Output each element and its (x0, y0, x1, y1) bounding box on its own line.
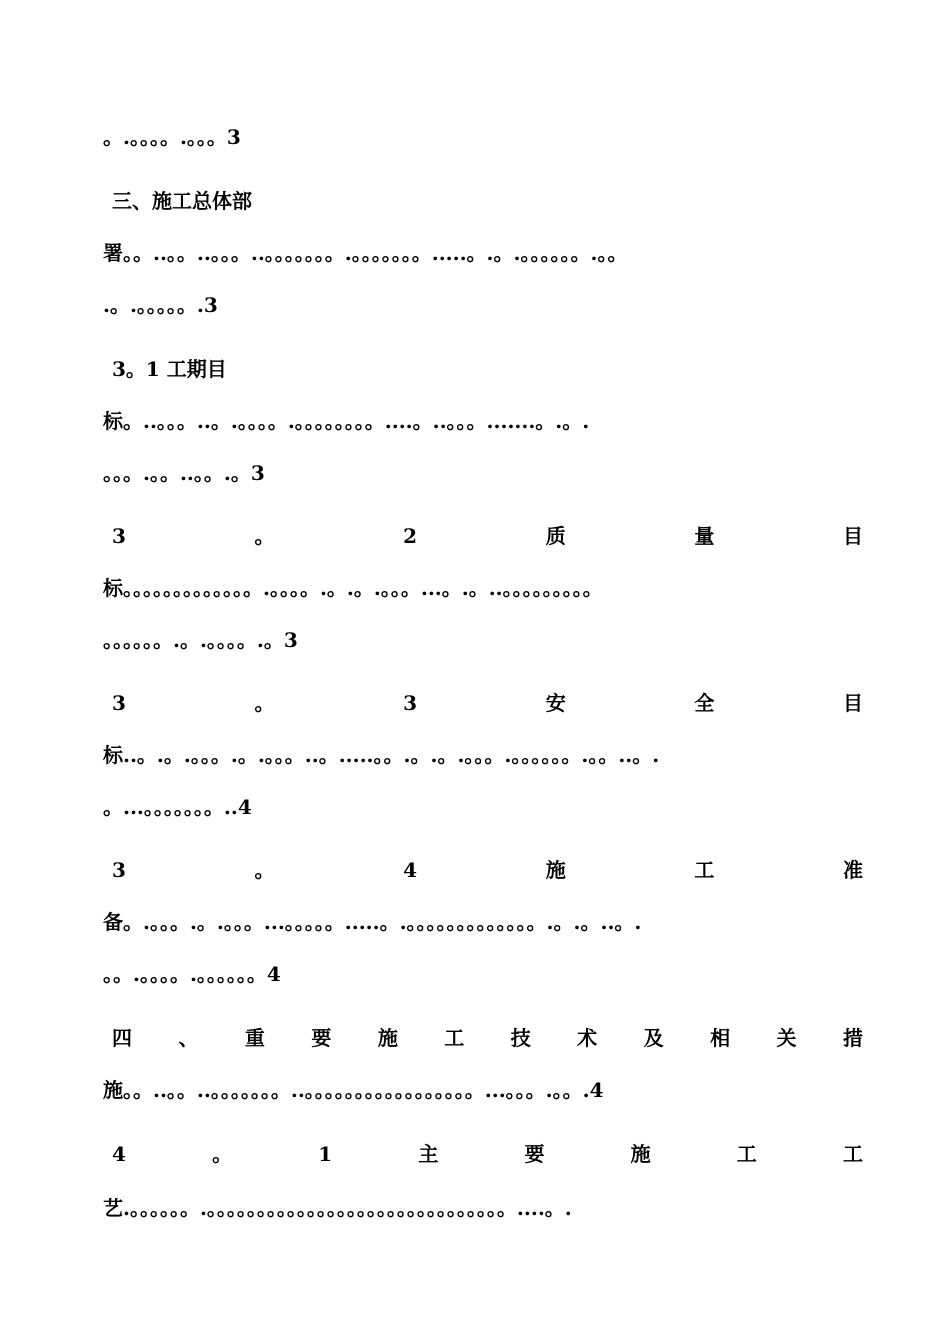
toc-line-15: 备。.。。。.。.。。。...。。。。。.....。.。。。。。。。。。。。。。.。.。..。. (103, 910, 642, 934)
toc-char: 2 (403, 524, 418, 548)
toc-heading-3: 三、施工总体部 (112, 189, 252, 213)
toc-char: 安 (545, 691, 566, 715)
toc-line-7: 。。。.。。..。。.。3 (103, 461, 265, 485)
toc-char: 主 (418, 1142, 439, 1166)
toc-char: 目 (842, 691, 863, 715)
toc-char: 3 (112, 691, 126, 715)
toc-char: 相 (710, 1026, 731, 1050)
toc-char: 全 (694, 691, 715, 715)
toc-heading-3-2 (103, 523, 863, 549)
toc-char: 四 (112, 1026, 132, 1050)
toc-line-3: 署。。..。。..。。。..。。。。。。。.。。。。。。。.....。.。.。。。。。。.。。 (103, 241, 628, 265)
toc-line-20: 艺.。。。。。。.。。。。。。。。。。。。。。。。。。。。。。。。。。。。。。....。. (103, 1196, 572, 1220)
toc-char: 。 (254, 691, 275, 715)
toc-char: 质 (545, 524, 566, 548)
toc-heading-3-1: 3。1 工期目 (112, 357, 227, 381)
toc-char: 术 (577, 1026, 598, 1050)
toc-char: 施 (377, 1026, 398, 1050)
toc-line-4: .。.。。。。。.3 (103, 293, 218, 317)
toc-char: 。 (254, 858, 275, 882)
toc-char: 4 (403, 858, 418, 882)
toc-char: 量 (694, 524, 715, 548)
toc-char: 工 (694, 858, 715, 882)
toc-char: 要 (524, 1142, 545, 1166)
toc-line-18: 施。。..。。..。。。。。。。..。。。。。。。。。。。。。。。。。...。。。.。。.4 (103, 1078, 604, 1102)
toc-char: 工 (444, 1026, 465, 1050)
toc-char: 施 (545, 858, 566, 882)
toc-char: 措 (842, 1026, 863, 1050)
toc-char: 重 (244, 1026, 265, 1050)
toc-char: 4 (112, 1142, 126, 1166)
toc-char: 施 (630, 1142, 651, 1166)
toc-line-10: 。。。。。。.。.。。。。.。3 (103, 628, 298, 652)
toc-char: 1 (318, 1142, 333, 1166)
toc-line-6: 标。..。。。..。.。。。。.。。。。。。。。....。..。。。.......。.。. (103, 409, 590, 433)
toc-char: 及 (643, 1026, 664, 1050)
toc-char: 关 (776, 1026, 797, 1050)
toc-char: 要 (311, 1026, 332, 1050)
toc-char: 目 (842, 524, 863, 548)
toc-heading-3-4 (103, 857, 863, 883)
toc-char: 3 (112, 524, 126, 548)
toc-char: 技 (510, 1026, 531, 1050)
toc-line-13: 。...。。。。。。。..4 (103, 795, 252, 819)
toc-heading-4-1 (103, 1141, 863, 1167)
toc-char: 。 (254, 524, 275, 548)
toc-heading-4 (103, 1025, 863, 1051)
toc-heading-3-3 (103, 690, 863, 716)
toc-line-12: 标..。.。.。。。.。.。。。..。.....。。.。.。.。。。.。。。。。。.。。..。. (103, 743, 660, 767)
toc-line-16: 。。.。。。。.。。。。。。4 (103, 962, 281, 986)
toc-char: 。 (212, 1142, 233, 1166)
toc-line-9: 标。。。。。。。。。。。。。.。。。。.。.。.。。。...。.。..。。。。。。。。。 (103, 576, 603, 600)
toc-char: 3 (112, 858, 126, 882)
toc-char: 工 (736, 1142, 757, 1166)
toc-line-1: 。.。。。。.。。。3 (103, 125, 241, 149)
toc-char: 、 (178, 1026, 199, 1050)
toc-char: 3 (403, 691, 418, 715)
toc-char: 准 (842, 858, 863, 882)
toc-char: 工 (842, 1142, 863, 1166)
